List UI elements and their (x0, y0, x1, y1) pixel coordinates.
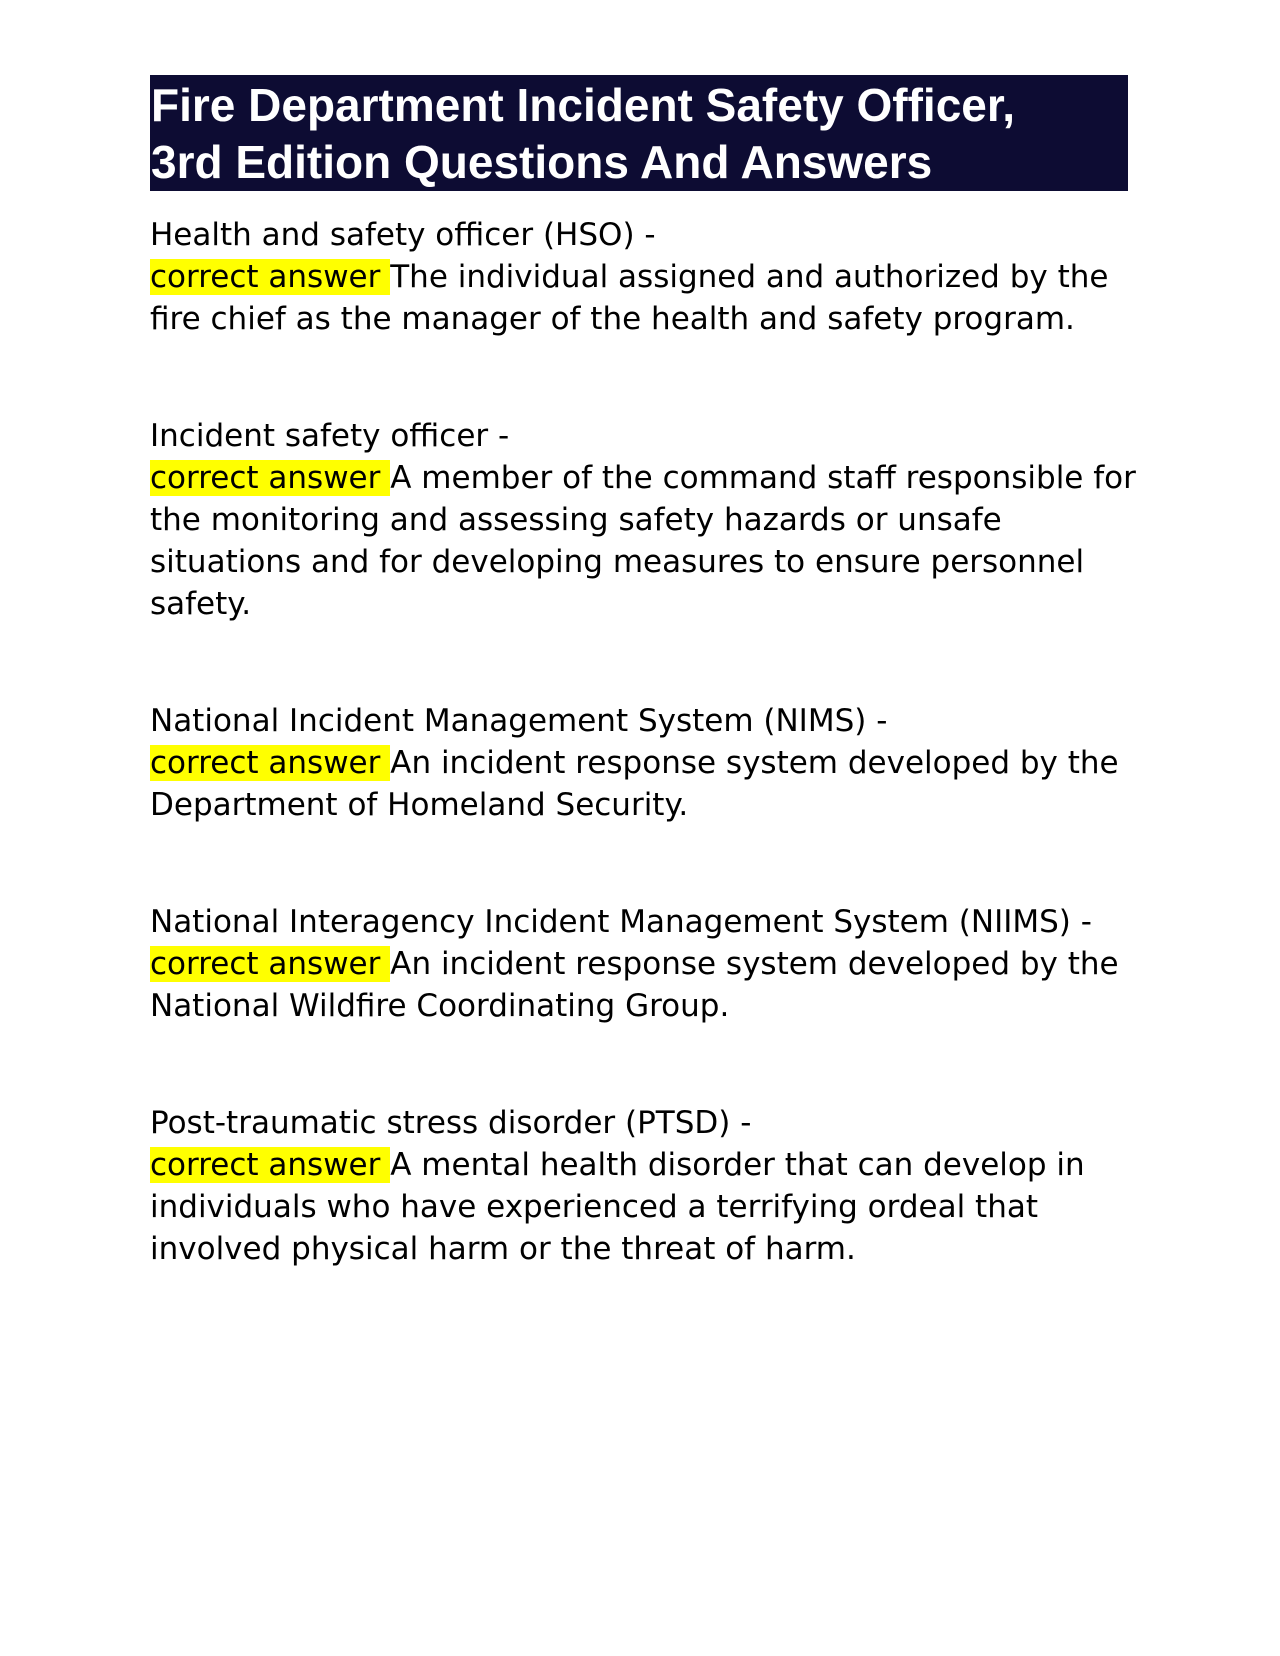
qa-entry (150, 1102, 1140, 1270)
correct-answer-label: correct answer (150, 259, 391, 295)
qa-entry (150, 214, 1140, 340)
correct-answer-label: correct answer (150, 946, 391, 982)
entry-definition: A member of the command staff responsible for the monitoring and assessing safety hazards or unsafe situations and for developing measures to ensure personnel safety. (150, 460, 1136, 622)
correct-answer-label: correct answer (150, 745, 391, 781)
entry-term: Health and safety officer (HSO) - (150, 217, 656, 253)
entry-term: Incident safety officer - (150, 418, 510, 454)
qa-entry (150, 700, 1140, 826)
entry-definition: A mental health disorder that can develop in individuals who have experienced a terrifying ordeal that involved physical harm or the threat of harm. (150, 1147, 1085, 1267)
document-title: Fire Department Incident Safety Officer, 3rd Edition Questions And Answers (151, 79, 1016, 188)
entry-definition: An incident response system developed by the Department of Homeland Security. (150, 745, 1119, 823)
correct-answer-label: correct answer (150, 1147, 391, 1183)
entry-definition: The individual assigned and authorized by the fire chief as the manager of the health and safety program. (150, 259, 1109, 337)
entry-term: National Incident Management System (NIMS) - (150, 703, 888, 739)
qa-entry (150, 415, 1140, 625)
title-banner (150, 75, 1128, 191)
qa-entry (150, 901, 1140, 1027)
entry-term: National Interagency Incident Management System (NIIMS) - (150, 904, 1092, 940)
qa-list (150, 214, 1140, 1270)
entry-term: Post-traumatic stress disorder (PTSD) - (150, 1105, 752, 1141)
correct-answer-label: correct answer (150, 460, 391, 496)
entry-definition: An incident response system developed by the National Wildfire Coordinating Group. (150, 946, 1119, 1024)
